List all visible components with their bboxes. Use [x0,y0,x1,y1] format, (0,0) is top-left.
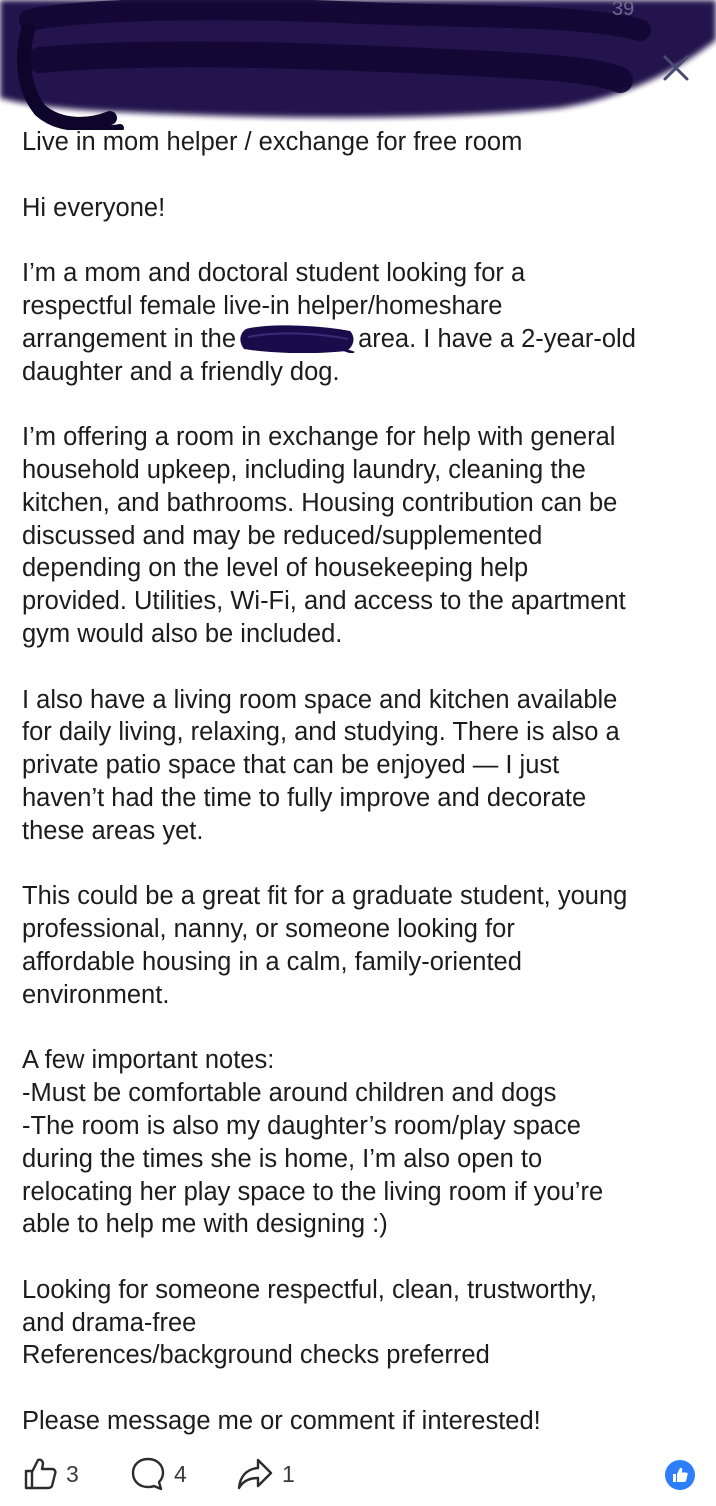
redacted-header [0,0,716,130]
comment-button[interactable] [130,1456,187,1492]
post-fit [22,880,702,1011]
like-count: 3 [66,1460,79,1487]
comment-count: 4 [174,1460,187,1487]
looking-line: and drama-free [22,1308,197,1337]
redacted-location [238,323,356,353]
intro-line: daughter and a friendly dog. [22,357,340,386]
share-arrow-icon [236,1456,274,1492]
living-line: haven’t had the time to fully improve and decorate [22,783,587,812]
post-looking [22,1274,702,1372]
post-offer [22,421,702,651]
looking-line: References/background checks preferred [22,1341,490,1370]
notes-line: relocating her play space to the living room if you’re [22,1177,604,1206]
thumbs-up-filled-icon [671,1466,689,1484]
close-icon[interactable] [660,52,692,84]
offer-line: household upkeep, including laundry, cleaning the [22,455,586,484]
status-time: 39 [612,0,635,20]
living-line: these areas yet. [22,816,204,845]
intro-line3-before: arrangement in the [22,324,237,353]
fit-line: This could be a great fit for a graduate student, young [22,882,628,911]
notes-line: during the times she is home, I’m also open to [22,1144,543,1173]
notes-line: -Must be comfortable around children and dogs [22,1079,557,1108]
like-button[interactable] [22,1456,79,1492]
fit-line: affordable housing in a calm, family-oriented [22,947,522,976]
fit-line: environment. [22,980,170,1009]
offer-line: provided. Utilities, Wi-Fi, and access to the apartment [22,587,626,616]
intro-line: respectful female live-in helper/homeshare [22,291,503,320]
share-button[interactable] [236,1456,295,1492]
intro-line [22,323,702,356]
living-line: for daily living, relaxing, and studying. There is also a [22,718,620,747]
share-count: 1 [282,1460,295,1487]
living-line: private patio space that can be enjoyed — I just [22,751,560,780]
post-title-text: Live in mom helper / exchange for free room [22,128,523,156]
offer-line: kitchen, and bathrooms. Housing contribution can be [22,488,618,517]
living-line: I also have a living room space and kitchen available [22,685,618,714]
post-actions-bar [0,1450,716,1498]
notes-line: able to help me with designing :) [22,1210,388,1239]
offer-line: I’m offering a room in exchange for help with general [22,423,616,452]
closing-text: Please message me or comment if interested! [22,1407,541,1436]
notes-line: A few important notes: [22,1046,275,1075]
offer-line: depending on the level of housekeeping help [22,554,529,583]
offer-line: discussed and may be reduced/supplemented [22,521,543,550]
post-body [22,126,702,1471]
greeting-text: Hi everyone! [22,193,166,222]
looking-line: Looking for someone respectful, clean, trustworthy, [22,1275,597,1304]
fit-line: professional, nanny, or someone looking for [22,915,515,944]
notes-line: -The room is also my daughter’s room/play space [22,1111,581,1140]
post-living [22,684,702,848]
like-reaction-badge-icon [665,1460,695,1490]
post-intro [22,257,702,388]
thumbs-up-icon [22,1456,58,1492]
post-title [22,126,702,159]
comment-bubble-icon [130,1456,166,1492]
offer-line: gym would also be included. [22,619,343,648]
post-notes [22,1044,702,1241]
intro-line: I’m a mom and doctoral student looking for a [22,259,526,288]
redaction-scribble [0,0,716,130]
post-closing [22,1405,702,1438]
post-greeting [22,192,702,225]
intro-line3-after: area. I have a 2-year-old [358,324,636,353]
